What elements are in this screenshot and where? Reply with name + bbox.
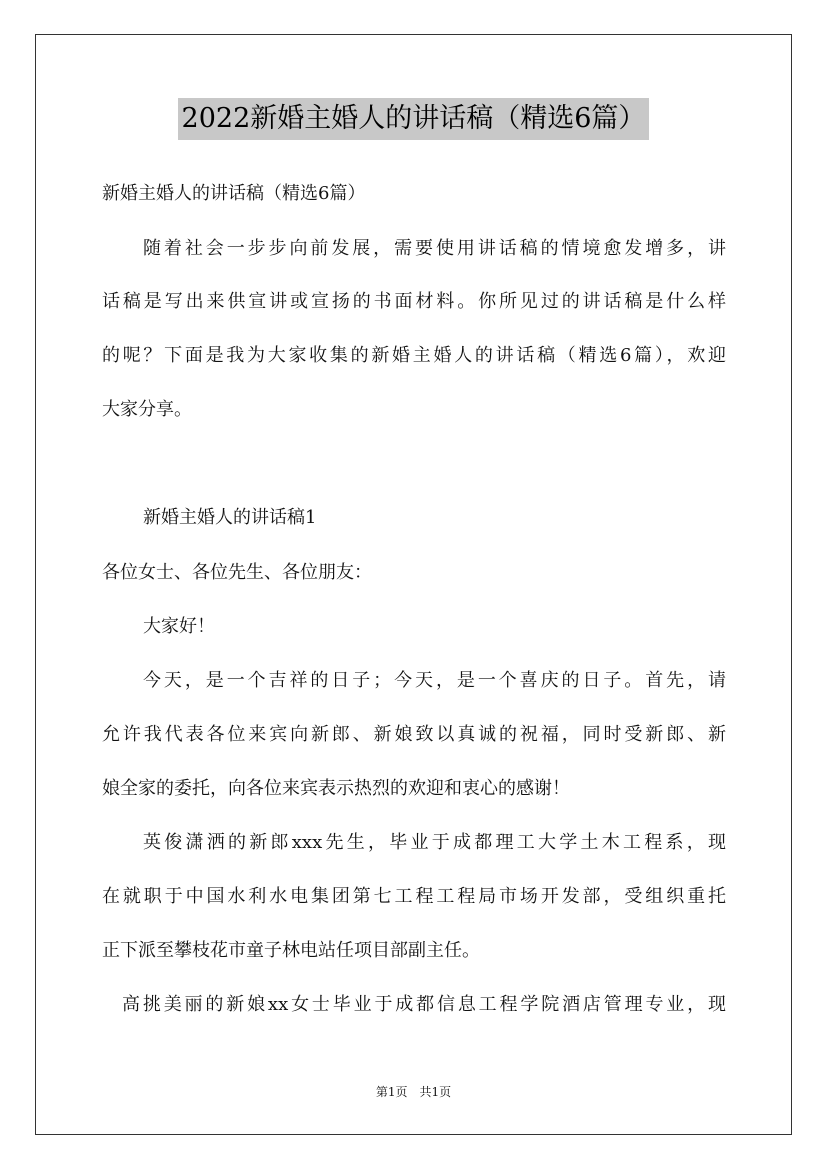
greeting: 大家好！ xyxy=(143,616,215,637)
paragraph2-line-1: 英俊潇洒的新郎xxx先生，毕业于成都理工大学土木工程系，现 xyxy=(143,832,726,853)
intro-line-2: 话稿是写出来供宣讲或宣扬的书面材料。你所见过的讲话稿是什么样 xyxy=(102,291,726,312)
paragraph1-line-2: 允许我代表各位来宾向新郎、新娘致以真诚的祝福，同时受新郎、新 xyxy=(102,724,726,745)
intro-line-1: 随着社会一步步向前发展，需要使用讲话稿的情境愈发增多，讲 xyxy=(143,238,726,259)
paragraph1-line-3: 娘全家的委托，向各位来宾表示热烈的欢迎和衷心的感谢！ xyxy=(102,778,570,799)
intro-line-3: 的呢？下面是我为大家收集的新婚主婚人的讲话稿（精选6篇），欢迎 xyxy=(102,345,726,366)
title-container xyxy=(0,98,827,140)
section-heading: 新婚主婚人的讲话稿1 xyxy=(143,507,317,528)
intro-line-4: 大家分享。 xyxy=(102,399,192,420)
paragraph1-line-1: 今天，是一个吉祥的日子；今天，是一个喜庆的日子。首先，请 xyxy=(143,670,726,691)
paragraph2-line-2: 在就职于中国水利水电集团第七工程工程局市场开发部，受组织重托 xyxy=(102,886,726,907)
paragraph2-line-3: 正下派至攀枝花市童子林电站任项目部副主任。 xyxy=(102,940,480,961)
salutation: 各位女士、各位先生、各位朋友： xyxy=(102,562,372,583)
document-title: 2022新婚主婚人的讲话稿（精选6篇） xyxy=(178,98,650,140)
document-subtitle: 新婚主婚人的讲话稿（精选6篇） xyxy=(102,183,366,204)
paragraph3-line-1: 高挑美丽的新娘xx女士毕业于成都信息工程学院酒店管理专业，现 xyxy=(122,994,726,1015)
page-number: 第1页 共1页 xyxy=(375,1085,452,1099)
